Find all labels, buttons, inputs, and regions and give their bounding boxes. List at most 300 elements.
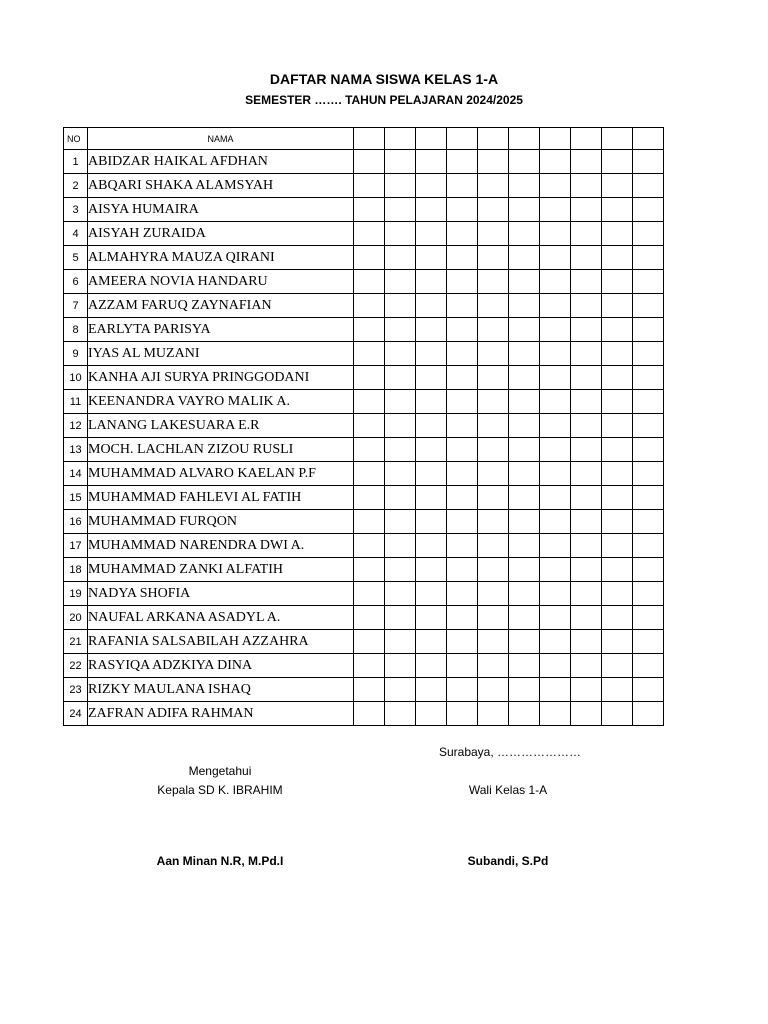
empty-cell (602, 630, 633, 654)
empty-cell (602, 510, 633, 534)
empty-cell (633, 582, 664, 606)
row-number: 11 (64, 390, 88, 414)
empty-cell (509, 128, 540, 150)
empty-cell (633, 678, 664, 702)
empty-cell (540, 342, 571, 366)
empty-cell (633, 246, 664, 270)
empty-cell (509, 150, 540, 174)
empty-cell (540, 678, 571, 702)
student-name: MUHAMMAD ALVARO KAELAN P.F (88, 462, 354, 486)
acknowledge-label: Mengetahui (188, 764, 252, 778)
empty-cell (602, 462, 633, 486)
empty-cell (633, 558, 664, 582)
empty-cell (633, 462, 664, 486)
empty-cell (540, 390, 571, 414)
empty-cell (354, 654, 385, 678)
row-number: 18 (64, 558, 88, 582)
empty-cell (633, 366, 664, 390)
empty-cell (602, 558, 633, 582)
empty-cell (447, 318, 478, 342)
empty-cell (447, 678, 478, 702)
empty-cell (478, 414, 509, 438)
empty-cell (385, 654, 416, 678)
empty-cell (416, 174, 447, 198)
row-number: 9 (64, 342, 88, 366)
student-name: NAUFAL ARKANA ASADYL A. (88, 606, 354, 630)
empty-cell (540, 198, 571, 222)
empty-cell (354, 582, 385, 606)
empty-cell (602, 654, 633, 678)
empty-cell (509, 678, 540, 702)
empty-cell (416, 606, 447, 630)
empty-cell (633, 510, 664, 534)
table-row (64, 558, 664, 582)
empty-cell (416, 150, 447, 174)
empty-cell (385, 606, 416, 630)
empty-cell (509, 630, 540, 654)
table-row (64, 606, 664, 630)
empty-cell (447, 702, 478, 726)
empty-cell (447, 270, 478, 294)
empty-cell (354, 678, 385, 702)
student-name: RASYIQA ADZKIYA DINA (88, 654, 354, 678)
empty-cell (416, 486, 447, 510)
empty-cell (633, 702, 664, 726)
row-number: 16 (64, 510, 88, 534)
empty-cell (416, 270, 447, 294)
empty-cell (571, 438, 602, 462)
empty-cell (633, 342, 664, 366)
table-row (64, 390, 664, 414)
empty-cell (416, 390, 447, 414)
empty-cell (354, 150, 385, 174)
empty-cell (478, 510, 509, 534)
empty-cell (478, 534, 509, 558)
empty-cell (478, 462, 509, 486)
empty-cell (602, 486, 633, 510)
empty-cell (633, 630, 664, 654)
empty-cell (602, 534, 633, 558)
row-number: 14 (64, 462, 88, 486)
empty-cell (509, 366, 540, 390)
table-row (64, 702, 664, 726)
empty-cell (633, 414, 664, 438)
table-row (64, 414, 664, 438)
empty-cell (602, 390, 633, 414)
student-name: MUHAMMAD ZANKI ALFATIH (88, 558, 354, 582)
empty-cell (571, 702, 602, 726)
empty-cell (571, 510, 602, 534)
empty-cell (354, 318, 385, 342)
empty-cell (571, 270, 602, 294)
empty-cell (447, 462, 478, 486)
empty-cell (540, 510, 571, 534)
empty-cell (354, 390, 385, 414)
row-number: 23 (64, 678, 88, 702)
empty-cell (509, 534, 540, 558)
empty-cell (602, 606, 633, 630)
empty-cell (509, 222, 540, 246)
empty-cell (447, 246, 478, 270)
row-number: 1 (64, 150, 88, 174)
empty-cell (509, 318, 540, 342)
empty-cell (447, 390, 478, 414)
empty-cell (602, 246, 633, 270)
empty-cell (602, 270, 633, 294)
student-name: MUHAMMAD FAHLEVI AL FATIH (88, 486, 354, 510)
empty-cell (478, 390, 509, 414)
empty-cell (354, 270, 385, 294)
empty-cell (633, 128, 664, 150)
row-number: 22 (64, 654, 88, 678)
table-row (64, 678, 664, 702)
empty-cell (354, 198, 385, 222)
empty-cell (447, 438, 478, 462)
table-row (64, 342, 664, 366)
principal-role: Kepala SD K. IBRAHIM (157, 783, 283, 797)
student-name: ABQARI SHAKA ALAMSYAH (88, 174, 354, 198)
empty-cell (447, 582, 478, 606)
table-row (64, 222, 664, 246)
empty-cell (478, 702, 509, 726)
table-row (64, 654, 664, 678)
empty-cell (633, 606, 664, 630)
empty-cell (478, 270, 509, 294)
empty-cell (385, 438, 416, 462)
empty-cell (354, 510, 385, 534)
empty-cell (509, 270, 540, 294)
empty-cell (509, 510, 540, 534)
empty-cell (571, 630, 602, 654)
empty-cell (602, 294, 633, 318)
empty-cell (540, 702, 571, 726)
student-name: MUHAMMAD NARENDRA DWI A. (88, 534, 354, 558)
empty-cell (354, 534, 385, 558)
empty-cell (509, 486, 540, 510)
empty-cell (633, 438, 664, 462)
table-row (64, 438, 664, 462)
row-number: 8 (64, 318, 88, 342)
empty-cell (571, 534, 602, 558)
empty-cell (571, 128, 602, 150)
empty-cell (571, 222, 602, 246)
empty-cell (540, 438, 571, 462)
row-number: 20 (64, 606, 88, 630)
student-name: ALMAHYRA MAUZA QIRANI (88, 246, 354, 270)
empty-cell (385, 270, 416, 294)
empty-cell (354, 606, 385, 630)
empty-cell (385, 198, 416, 222)
empty-cell (447, 486, 478, 510)
empty-cell (478, 582, 509, 606)
empty-cell (633, 486, 664, 510)
empty-cell (416, 222, 447, 246)
empty-cell (509, 174, 540, 198)
table-row (64, 198, 664, 222)
student-name: IYAS AL MUZANI (88, 342, 354, 366)
empty-cell (509, 702, 540, 726)
empty-cell (602, 222, 633, 246)
empty-cell (509, 654, 540, 678)
empty-cell (571, 342, 602, 366)
empty-cell (571, 462, 602, 486)
student-name: RAFANIA SALSABILAH AZZAHRA (88, 630, 354, 654)
empty-cell (540, 654, 571, 678)
empty-cell (571, 606, 602, 630)
empty-cell (385, 414, 416, 438)
empty-cell (540, 150, 571, 174)
empty-cell (602, 174, 633, 198)
empty-cell (540, 462, 571, 486)
empty-cell (633, 222, 664, 246)
student-name: KANHA AJI SURYA PRINGGODANI (88, 366, 354, 390)
table-row (64, 462, 664, 486)
empty-cell (602, 366, 633, 390)
empty-cell (354, 630, 385, 654)
table-row (64, 486, 664, 510)
document-subtitle: SEMESTER ……. TAHUN PELAJARAN 2024/2025 (245, 93, 523, 107)
empty-cell (354, 222, 385, 246)
empty-cell (540, 270, 571, 294)
empty-cell (354, 366, 385, 390)
empty-cell (447, 128, 478, 150)
empty-cell (478, 558, 509, 582)
empty-cell (354, 558, 385, 582)
row-number: 13 (64, 438, 88, 462)
empty-cell (540, 246, 571, 270)
empty-cell (416, 246, 447, 270)
empty-cell (540, 222, 571, 246)
table-header-row (64, 128, 664, 150)
empty-cell (354, 246, 385, 270)
empty-cell (509, 582, 540, 606)
table-row (64, 174, 664, 198)
student-name: ABIDZAR HAIKAL AFDHAN (88, 150, 354, 174)
empty-cell (416, 318, 447, 342)
empty-cell (478, 366, 509, 390)
empty-cell (633, 150, 664, 174)
empty-cell (447, 606, 478, 630)
empty-cell (416, 366, 447, 390)
empty-cell (354, 486, 385, 510)
principal-name: Aan Minan N.R, M.Pd.I (156, 854, 284, 868)
empty-cell (416, 128, 447, 150)
empty-cell (540, 486, 571, 510)
empty-cell (509, 294, 540, 318)
empty-cell (478, 128, 509, 150)
empty-cell (571, 486, 602, 510)
empty-cell (416, 630, 447, 654)
empty-cell (540, 558, 571, 582)
empty-cell (602, 702, 633, 726)
student-name: AISYAH ZURAIDA (88, 222, 354, 246)
empty-cell (385, 462, 416, 486)
empty-cell (571, 150, 602, 174)
empty-cell (478, 438, 509, 462)
empty-cell (633, 174, 664, 198)
empty-cell (416, 438, 447, 462)
empty-cell (416, 342, 447, 366)
empty-cell (385, 630, 416, 654)
empty-cell (602, 582, 633, 606)
empty-cell (385, 342, 416, 366)
empty-cell (416, 294, 447, 318)
empty-cell (509, 198, 540, 222)
empty-cell (416, 534, 447, 558)
empty-cell (385, 486, 416, 510)
empty-cell (540, 128, 571, 150)
empty-cell (447, 222, 478, 246)
roster-body (64, 128, 664, 726)
table-row (64, 534, 664, 558)
row-number: 19 (64, 582, 88, 606)
empty-cell (416, 654, 447, 678)
empty-cell (571, 174, 602, 198)
empty-cell (633, 534, 664, 558)
table-row (64, 246, 664, 270)
empty-cell (478, 174, 509, 198)
empty-cell (571, 414, 602, 438)
empty-cell (447, 150, 478, 174)
student-name: LANANG LAKESUARA E.R (88, 414, 354, 438)
empty-cell (633, 198, 664, 222)
empty-cell (633, 390, 664, 414)
empty-cell (509, 558, 540, 582)
homeroom-teacher-name: Subandi, S.Pd (467, 854, 549, 868)
empty-cell (509, 246, 540, 270)
empty-cell (571, 582, 602, 606)
student-name: AISYA HUMAIRA (88, 198, 354, 222)
empty-cell (633, 294, 664, 318)
empty-cell (447, 366, 478, 390)
empty-cell (447, 342, 478, 366)
empty-cell (602, 414, 633, 438)
empty-cell (447, 414, 478, 438)
empty-cell (540, 174, 571, 198)
student-name: AZZAM FARUQ ZAYNAFIAN (88, 294, 354, 318)
empty-cell (385, 366, 416, 390)
empty-cell (416, 198, 447, 222)
student-name: NADYA SHOFIA (88, 582, 354, 606)
empty-cell (385, 128, 416, 150)
empty-cell (540, 534, 571, 558)
empty-cell (571, 318, 602, 342)
empty-cell (633, 270, 664, 294)
row-number: 5 (64, 246, 88, 270)
student-name: MUHAMMAD FURQON (88, 510, 354, 534)
empty-cell (478, 630, 509, 654)
homeroom-role: Wali Kelas 1-A (468, 783, 548, 797)
empty-cell (385, 558, 416, 582)
row-number: 12 (64, 414, 88, 438)
empty-cell (416, 414, 447, 438)
row-number: 7 (64, 294, 88, 318)
row-number: 6 (64, 270, 88, 294)
row-number: 15 (64, 486, 88, 510)
header-no: NO (64, 128, 88, 150)
empty-cell (447, 534, 478, 558)
empty-cell (571, 366, 602, 390)
empty-cell (354, 702, 385, 726)
empty-cell (478, 606, 509, 630)
empty-cell (416, 702, 447, 726)
empty-cell (447, 630, 478, 654)
table-row (64, 270, 664, 294)
empty-cell (509, 606, 540, 630)
empty-cell (540, 630, 571, 654)
row-number: 10 (64, 366, 88, 390)
empty-cell (602, 438, 633, 462)
empty-cell (416, 678, 447, 702)
empty-cell (385, 534, 416, 558)
empty-cell (571, 654, 602, 678)
document-title: DAFTAR NAMA SISWA KELAS 1-A (269, 71, 499, 87)
empty-cell (602, 318, 633, 342)
empty-cell (478, 246, 509, 270)
empty-cell (416, 582, 447, 606)
empty-cell (447, 198, 478, 222)
empty-cell (571, 678, 602, 702)
row-number: 4 (64, 222, 88, 246)
table-row (64, 366, 664, 390)
empty-cell (354, 128, 385, 150)
empty-cell (354, 294, 385, 318)
empty-cell (540, 318, 571, 342)
table-row (64, 510, 664, 534)
empty-cell (447, 174, 478, 198)
empty-cell (509, 414, 540, 438)
row-number: 24 (64, 702, 88, 726)
empty-cell (633, 654, 664, 678)
empty-cell (354, 414, 385, 438)
empty-cell (447, 294, 478, 318)
empty-cell (478, 198, 509, 222)
row-number: 3 (64, 198, 88, 222)
empty-cell (602, 150, 633, 174)
student-name: EARLYTA PARISYA (88, 318, 354, 342)
table-row (64, 630, 664, 654)
empty-cell (385, 318, 416, 342)
empty-cell (354, 462, 385, 486)
empty-cell (416, 462, 447, 486)
empty-cell (602, 678, 633, 702)
empty-cell (478, 342, 509, 366)
row-number: 17 (64, 534, 88, 558)
empty-cell (478, 486, 509, 510)
header-name: NAMA (88, 128, 354, 150)
empty-cell (385, 678, 416, 702)
empty-cell (354, 438, 385, 462)
empty-cell (385, 582, 416, 606)
empty-cell (416, 558, 447, 582)
empty-cell (509, 342, 540, 366)
row-number: 21 (64, 630, 88, 654)
empty-cell (540, 582, 571, 606)
student-roster-table (63, 127, 664, 726)
empty-cell (633, 318, 664, 342)
empty-cell (478, 222, 509, 246)
place-date: Surabaya, ………………… (438, 745, 582, 759)
empty-cell (478, 654, 509, 678)
student-name: MOCH. LACHLAN ZIZOU RUSLI (88, 438, 354, 462)
empty-cell (540, 294, 571, 318)
empty-cell (447, 654, 478, 678)
empty-cell (571, 294, 602, 318)
student-name: RIZKY MAULANA ISHAQ (88, 678, 354, 702)
empty-cell (509, 462, 540, 486)
empty-cell (571, 390, 602, 414)
table-row (64, 318, 664, 342)
